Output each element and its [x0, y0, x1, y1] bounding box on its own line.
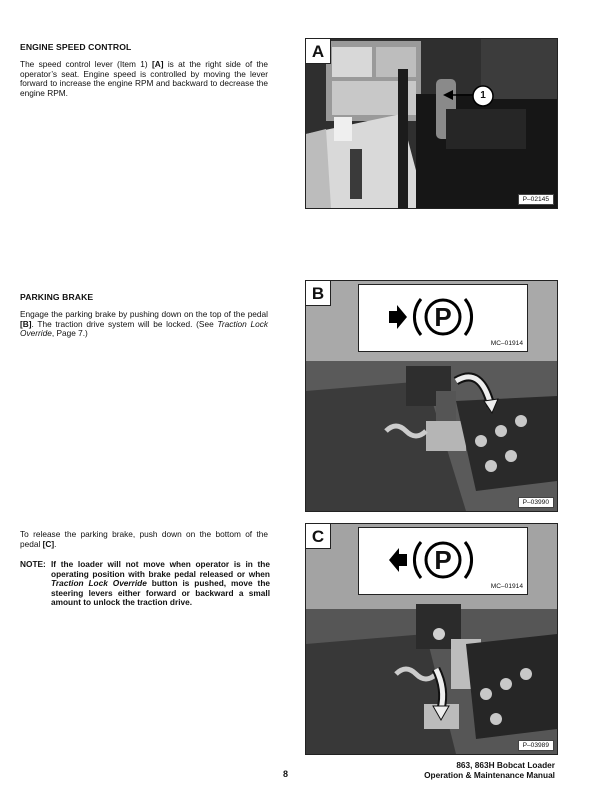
figure-a-label: A: [306, 39, 331, 64]
footer-title-line1: 863, 863H Bobcat Loader: [456, 760, 555, 770]
footer-title: [424, 760, 555, 780]
decal-b-letter: P: [434, 302, 452, 332]
parking-brake-paragraph: Engage the parking brake by pushing down on the top of the pedal [B]. The traction drive system will be locked. (See Traction Lock Override, Page 7.): [20, 309, 268, 339]
figure-b-code: P–03990: [518, 497, 554, 508]
footer-title-line2: Operation & Maintenance Manual: [424, 770, 555, 780]
note-block: [20, 560, 270, 608]
callout-number: 1: [480, 90, 486, 101]
figure-b-label: B: [306, 281, 331, 306]
section-heading-engine-speed: ENGINE SPEED CONTROL: [20, 42, 132, 52]
figure-a-photo: [306, 39, 557, 208]
decal-b: [358, 284, 528, 352]
figure-c-code: P–03989: [518, 740, 554, 751]
page-number: 8: [283, 769, 289, 779]
decal-c: [358, 527, 528, 595]
figure-a-code: P–02145: [518, 194, 554, 205]
release-paragraph: To release the parking brake, push down on the bottom of the pedal [C].: [20, 529, 268, 549]
callout-arrow-icon: [443, 83, 503, 113]
figure-c: [305, 523, 558, 755]
engine-speed-paragraph: The speed control lever (Item 1) [A] is at the right side of the operator’s seat. Engine speed is controlled by moving the lever forward to increase the engine RPM and backward to decrease the engine RPM.: [20, 59, 268, 98]
figure-c-label: C: [306, 524, 331, 549]
decal-b-code: MC–01914: [490, 340, 523, 347]
decal-c-letter: P: [434, 545, 452, 575]
figure-b: [305, 280, 558, 512]
section-heading-parking-brake: PARKING BRAKE: [20, 292, 94, 302]
figure-a: [305, 38, 558, 209]
note-label: NOTE:: [20, 559, 46, 569]
decal-c-code: MC–01914: [490, 583, 523, 590]
note-body: If the loader will not move when operator is in the operating position with brake pedal released or when Traction Lock Override button is pushed, move the steering levers either forward or backward a small amount to unlock the traction drive.: [51, 559, 271, 608]
